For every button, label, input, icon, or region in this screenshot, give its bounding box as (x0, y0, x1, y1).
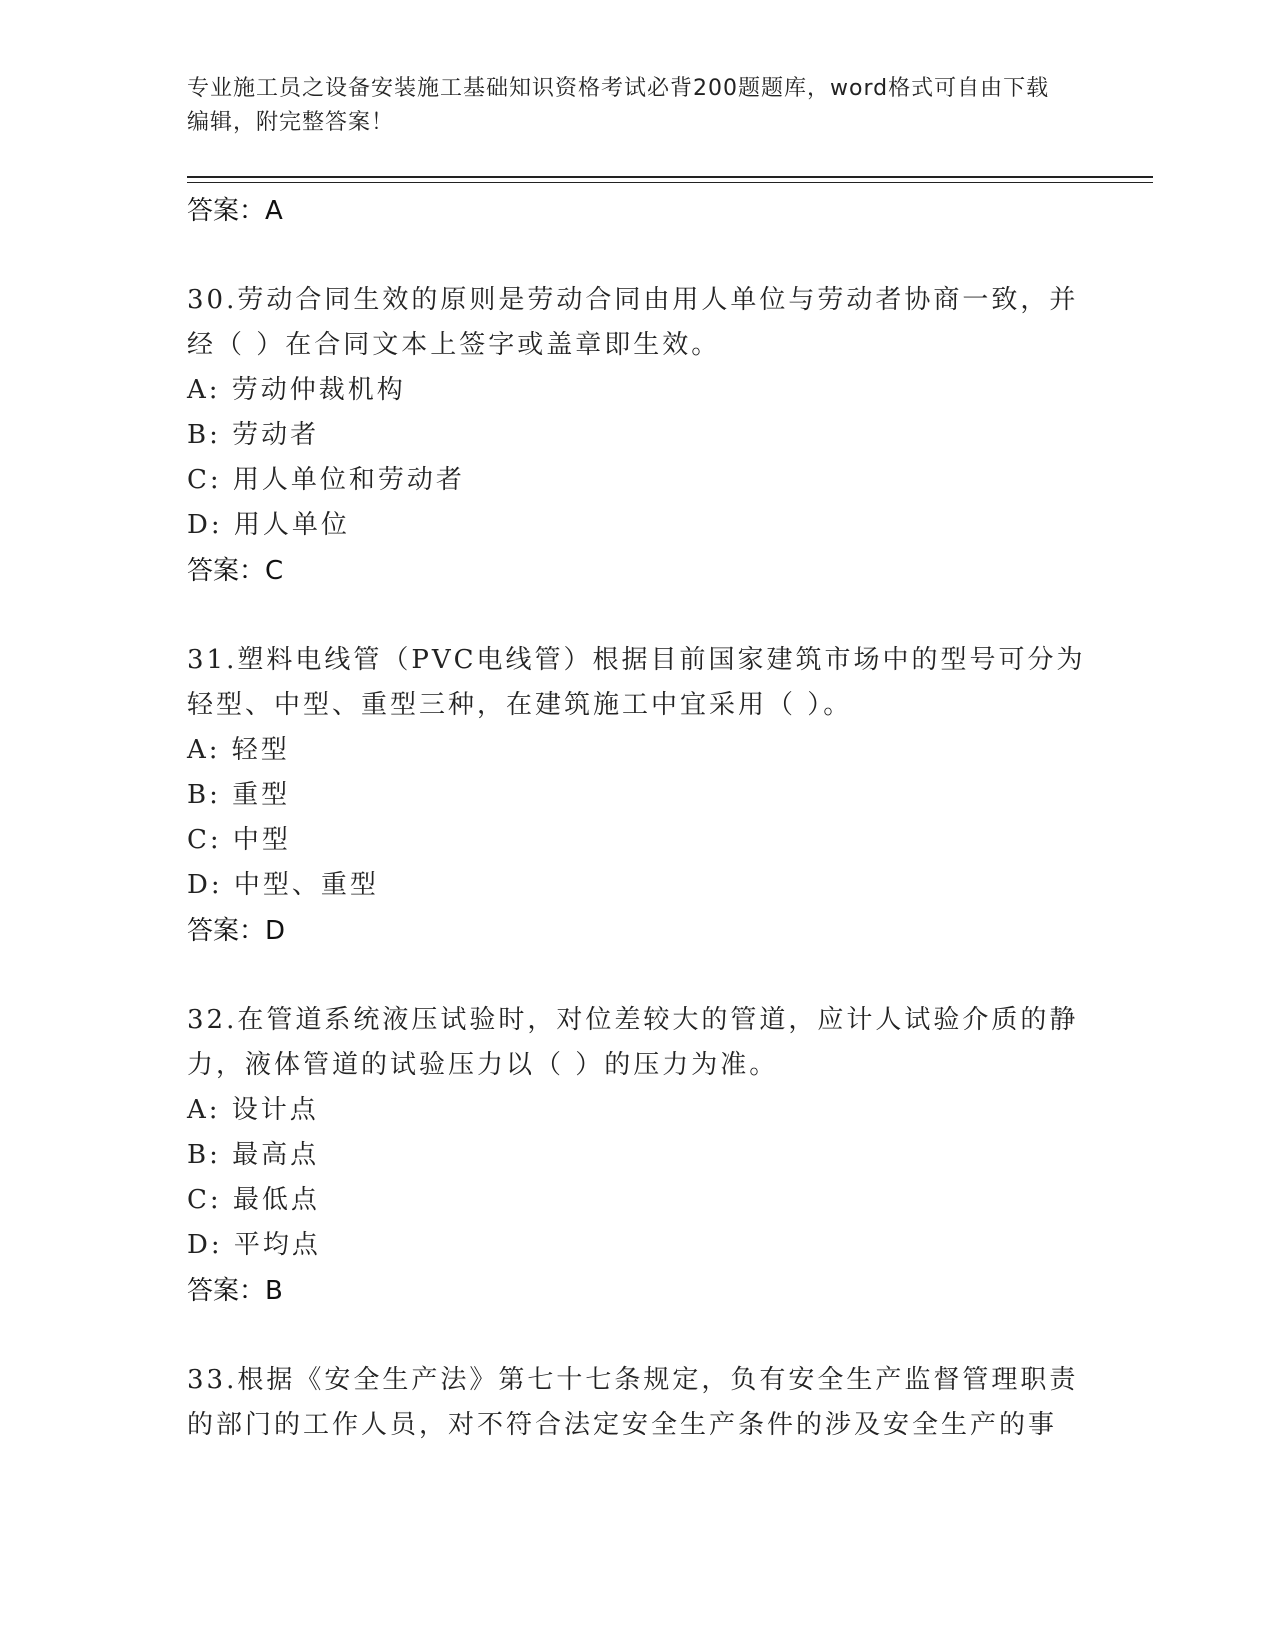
option-c: C: 中型 (187, 825, 291, 855)
page-header: 专业施工员之设备安装施工基础知识资格考试必背200题题库，word格式可自由下载编辑，附完整答案！ (187, 76, 1050, 135)
question-stem: 32.在管道系统液压试验时，对位差较大的管道，应计人试验介质的静力，液体管道的试验压力以（ ）的压力为准。 (187, 1005, 1079, 1080)
option-a: A: 劳动仲裁机构 (187, 375, 406, 405)
option-b: B: 最高点 (187, 1140, 320, 1170)
option-d: D: 中型、重型 (187, 870, 379, 900)
answer-line: 答案：D (187, 916, 286, 946)
answer-line: 答案：B (187, 1276, 283, 1306)
question-stem: 31.塑料电线管（PVC电线管）根据目前国家建筑市场中的型号可分为轻型、中型、重型三种，在建筑施工中宜采用（ ）。 (187, 645, 1086, 720)
answer-line: 答案：A (187, 196, 283, 226)
option-d: D: 平均点 (187, 1230, 321, 1260)
header-rule-thin (187, 182, 1153, 183)
question-stem: 30.劳动合同生效的原则是劳动合同由用人单位与劳动者协商一致，并经（ ）在合同文本上签字或盖章即生效。 (187, 285, 1079, 360)
option-d: D: 用人单位 (187, 510, 350, 540)
question-stem: 33.根据《安全生产法》第七十七条规定，负有安全生产监督管理职责的部门的工作人员，对不符合法定安全生产条件的涉及安全生产的事 (187, 1365, 1079, 1440)
content (187, 188, 1087, 1448)
option-c: C: 用人单位和劳动者 (187, 465, 465, 495)
option-a: A: 轻型 (187, 735, 290, 765)
question-32 (187, 998, 1087, 1314)
question-30 (187, 278, 1087, 594)
question-31 (187, 638, 1087, 954)
option-a: A: 设计点 (187, 1095, 319, 1125)
answer-line: 答案：C (187, 556, 284, 586)
question-33 (187, 1358, 1087, 1448)
header-rule-thick (187, 176, 1153, 178)
option-b: B: 劳动者 (187, 420, 320, 450)
option-b: B: 重型 (187, 780, 291, 810)
option-c: C: 最低点 (187, 1185, 320, 1215)
